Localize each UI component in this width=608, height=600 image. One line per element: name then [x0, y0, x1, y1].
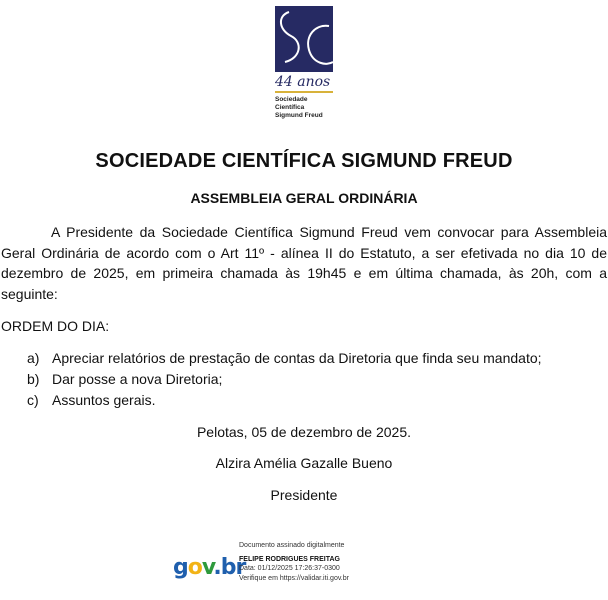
- document-title: SOCIEDADE CIENTÍFICA SIGMUND FREUD: [95, 150, 513, 172]
- list-marker: c): [27, 392, 39, 408]
- logo-line-3: Sigmund Freud: [275, 112, 323, 119]
- signer-name: Alzira Amélia Gazalle Bueno: [215, 455, 393, 471]
- list-item-text: Assuntos gerais.: [52, 392, 156, 408]
- signature-header: Documento assinado digitalmente: [239, 542, 345, 549]
- document-subtitle: ASSEMBLEIA GERAL ORDINÁRIA: [190, 190, 418, 206]
- list-item: [27, 348, 542, 369]
- signature-verify: Verifique em https://validar.iti.gov.br: [239, 574, 349, 582]
- logo-line-2: Científica: [275, 104, 305, 111]
- list-marker: a): [27, 350, 40, 366]
- logo-divider: [275, 91, 333, 93]
- list-item: [27, 369, 542, 390]
- sc-monogram-icon: [275, 6, 333, 72]
- logo-mark: [275, 6, 333, 72]
- logo-line-1: Sociedade: [275, 96, 308, 103]
- agenda-label: ORDEM DO DIA:: [1, 318, 110, 334]
- signature-date: Data: 01/12/2025 17:26:37-0300: [239, 565, 340, 572]
- list-item-text: Dar posse a nova Diretoria;: [52, 371, 223, 387]
- signature-details: [239, 541, 349, 583]
- convocation-paragraph: A Presidente da Sociedade Científica Sigmund Freud vem convocar para Assembleia Geral Ordinária de acordo com o Art 11º - alínea II do Estatuto, a ser efetivada no dia 10 de dezembro de 2025, em primeira chamada às 19h45 e em última chamada, às 20h, com a seguinte:: [1, 224, 607, 302]
- list-item-text: Apreciar relatórios de prestação de contas da Diretoria que finda seu mandato;: [52, 350, 542, 366]
- signature-name: FELIPE RODRIGUES FREITAG: [239, 555, 340, 563]
- agenda-list: [27, 348, 542, 411]
- digital-signature-stamp: [173, 541, 408, 597]
- govbr-logo: gov.br: [173, 555, 246, 580]
- society-logo: [275, 6, 337, 130]
- list-item: [27, 390, 542, 411]
- place-date: Pelotas, 05 de dezembro de 2025.: [196, 424, 412, 440]
- signer-role: Presidente: [270, 487, 338, 503]
- logo-years: 44 anos: [275, 74, 331, 90]
- list-marker: b): [27, 371, 40, 387]
